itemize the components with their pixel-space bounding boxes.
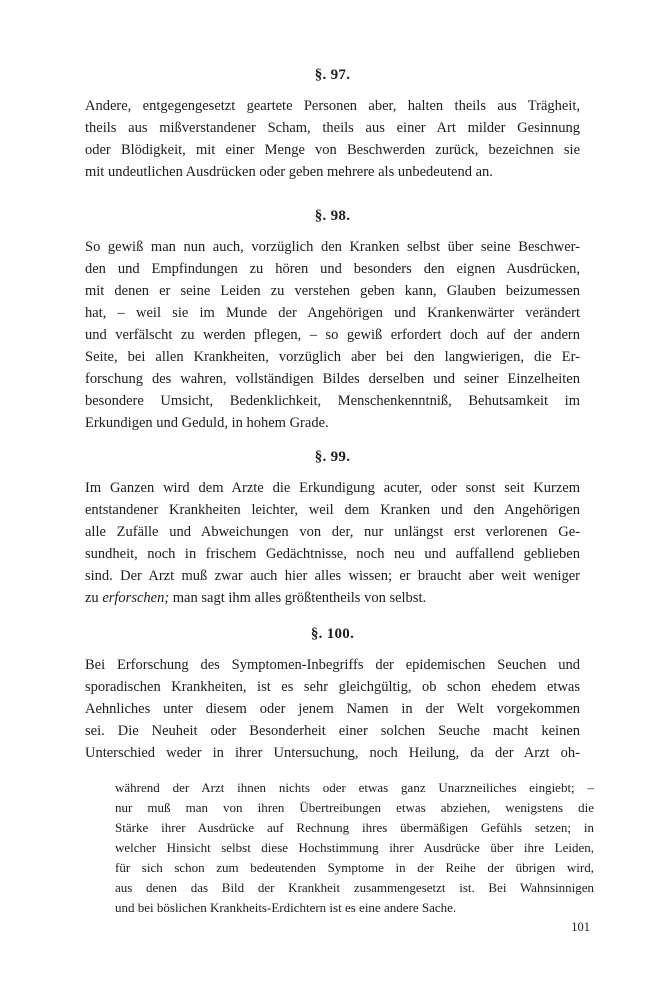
text-line: Seite, bei allen Krankheiten, vorzüglich aber bei den langwierigen, die Er-	[85, 349, 580, 365]
section-heading-99: §. 99.	[314, 449, 351, 465]
text-line: theils aus mißverstandener Scham, theils aus einer Art milder Gesinnung	[85, 120, 580, 136]
paragraph-98	[85, 236, 580, 434]
text-line: Erkundigen und Geduld, in hohem Grade.	[85, 415, 329, 431]
page-number: 101	[571, 920, 590, 934]
footnote-line: während der Arzt ihnen nichts oder etwas ganz Unarzneiliches eingiebt; –	[115, 780, 594, 795]
footnote-line: Stärke ihrer Ausdrücke auf Rechnung ihres übermäßigen Gefühls setzen; in	[115, 820, 594, 835]
footnote-line: aus denen das Bild der Krankheit zusammengesetzt ist. Bei Wahnsinnigen	[115, 880, 594, 895]
footnote-line: und bei böslichen Krankheits-Erdichtern ist es eine andere Sache.	[115, 900, 457, 915]
text-line: den und Empfindungen zu hören und besonders den eignen Ausdrücken,	[85, 261, 580, 277]
text-line: Unterschied weder in ihrer Untersuchung, noch Heilung, da der Arzt oh-	[85, 745, 580, 761]
section-heading-100: §. 100.	[310, 626, 355, 642]
paragraph-97	[85, 95, 580, 183]
footnote-line: nur muß man von ihren Übertreibungen etwas abziehen, wenigstens die	[115, 800, 594, 815]
text-line: Andere, entgegengesetzt geartete Personen aber, halten theils aus Trägheit,	[85, 98, 580, 114]
text-line: Im Ganzen wird dem Arzte die Erkundigung acuter, oder sonst seit Kurzem	[85, 480, 580, 496]
paragraph-99	[85, 477, 580, 609]
text-line: sporadischen Krankheiten, ist es sehr gleichgültig, ob schon ehedem etwas	[85, 679, 580, 695]
text-block	[85, 0, 594, 918]
footnote-block	[115, 778, 594, 918]
text-line: Bei Erforschung des Symptomen-Inbegriffs der epidemischen Seuchen und	[85, 657, 580, 673]
text-line: sundheit, noch in frischem Gedächtnisse, noch neu und auffallend geblieben	[85, 546, 580, 562]
text-line: mit undeutlichen Ausdrücken oder geben mehrere als unbedeutend an.	[85, 164, 493, 180]
text-line: hat, – weil sie im Munde der Angehörigen und Krankenwärter verändert	[85, 305, 580, 321]
text-line: Aehnliches unter diesem oder jenem Namen in der Welt vorgekommen	[85, 701, 580, 717]
section-heading-98: §. 98.	[314, 208, 351, 224]
text-line: und verfälscht zu werden pflegen, – so gewiß erfordert doch auf der andern	[85, 327, 580, 343]
text-line: entstandener Krankheiten leichter, weil dem Kranken und den Angehörigen	[85, 502, 580, 518]
paragraph-100	[85, 654, 580, 764]
text-line: mit denen er seine Leiden zu verstehen geben kann, Glauben beizumessen	[85, 283, 580, 299]
section-heading-97: §. 97.	[314, 67, 351, 83]
text-line: besondere Umsicht, Bedenklichkeit, Menschenkenntniß, Behutsamkeit im	[85, 393, 580, 409]
text-line: alle Zufälle und Abweichungen von der, nur unlängst erst verlorenen Ge-	[85, 524, 580, 540]
footnote-line: für sich schon zum bedeutenden Symptome in der Reihe der übrigen wird,	[115, 860, 594, 875]
footnote-line: welcher Hinsicht selbst diese Hochstimmung ihrer Ausdrücke über ihre Leiden,	[115, 840, 594, 855]
text-line: forschung des wahren, vollständigen Bildes derselben und seiner Einzelheiten	[85, 371, 580, 387]
text-segment: man sagt ihm alles größtentheils von selbst.	[169, 590, 427, 606]
text-line	[85, 587, 580, 609]
text-line: So gewiß man nun auch, vorzüglich den Kranken selbst über seine Beschwer-	[85, 239, 580, 255]
text-line: sind. Der Arzt muß zwar auch hier alles wissen; er braucht aber weit weniger	[85, 568, 580, 584]
text-line: oder Blödigkeit, mit einer Menge von Beschwerden zurück, bezeichnen sie	[85, 142, 580, 158]
text-line: sei. Die Neuheit oder Besonderheit einer solchen Seuche macht keinen	[85, 723, 580, 739]
text-segment: zu	[85, 590, 103, 606]
text-segment-italic: erforschen;	[102, 590, 170, 606]
